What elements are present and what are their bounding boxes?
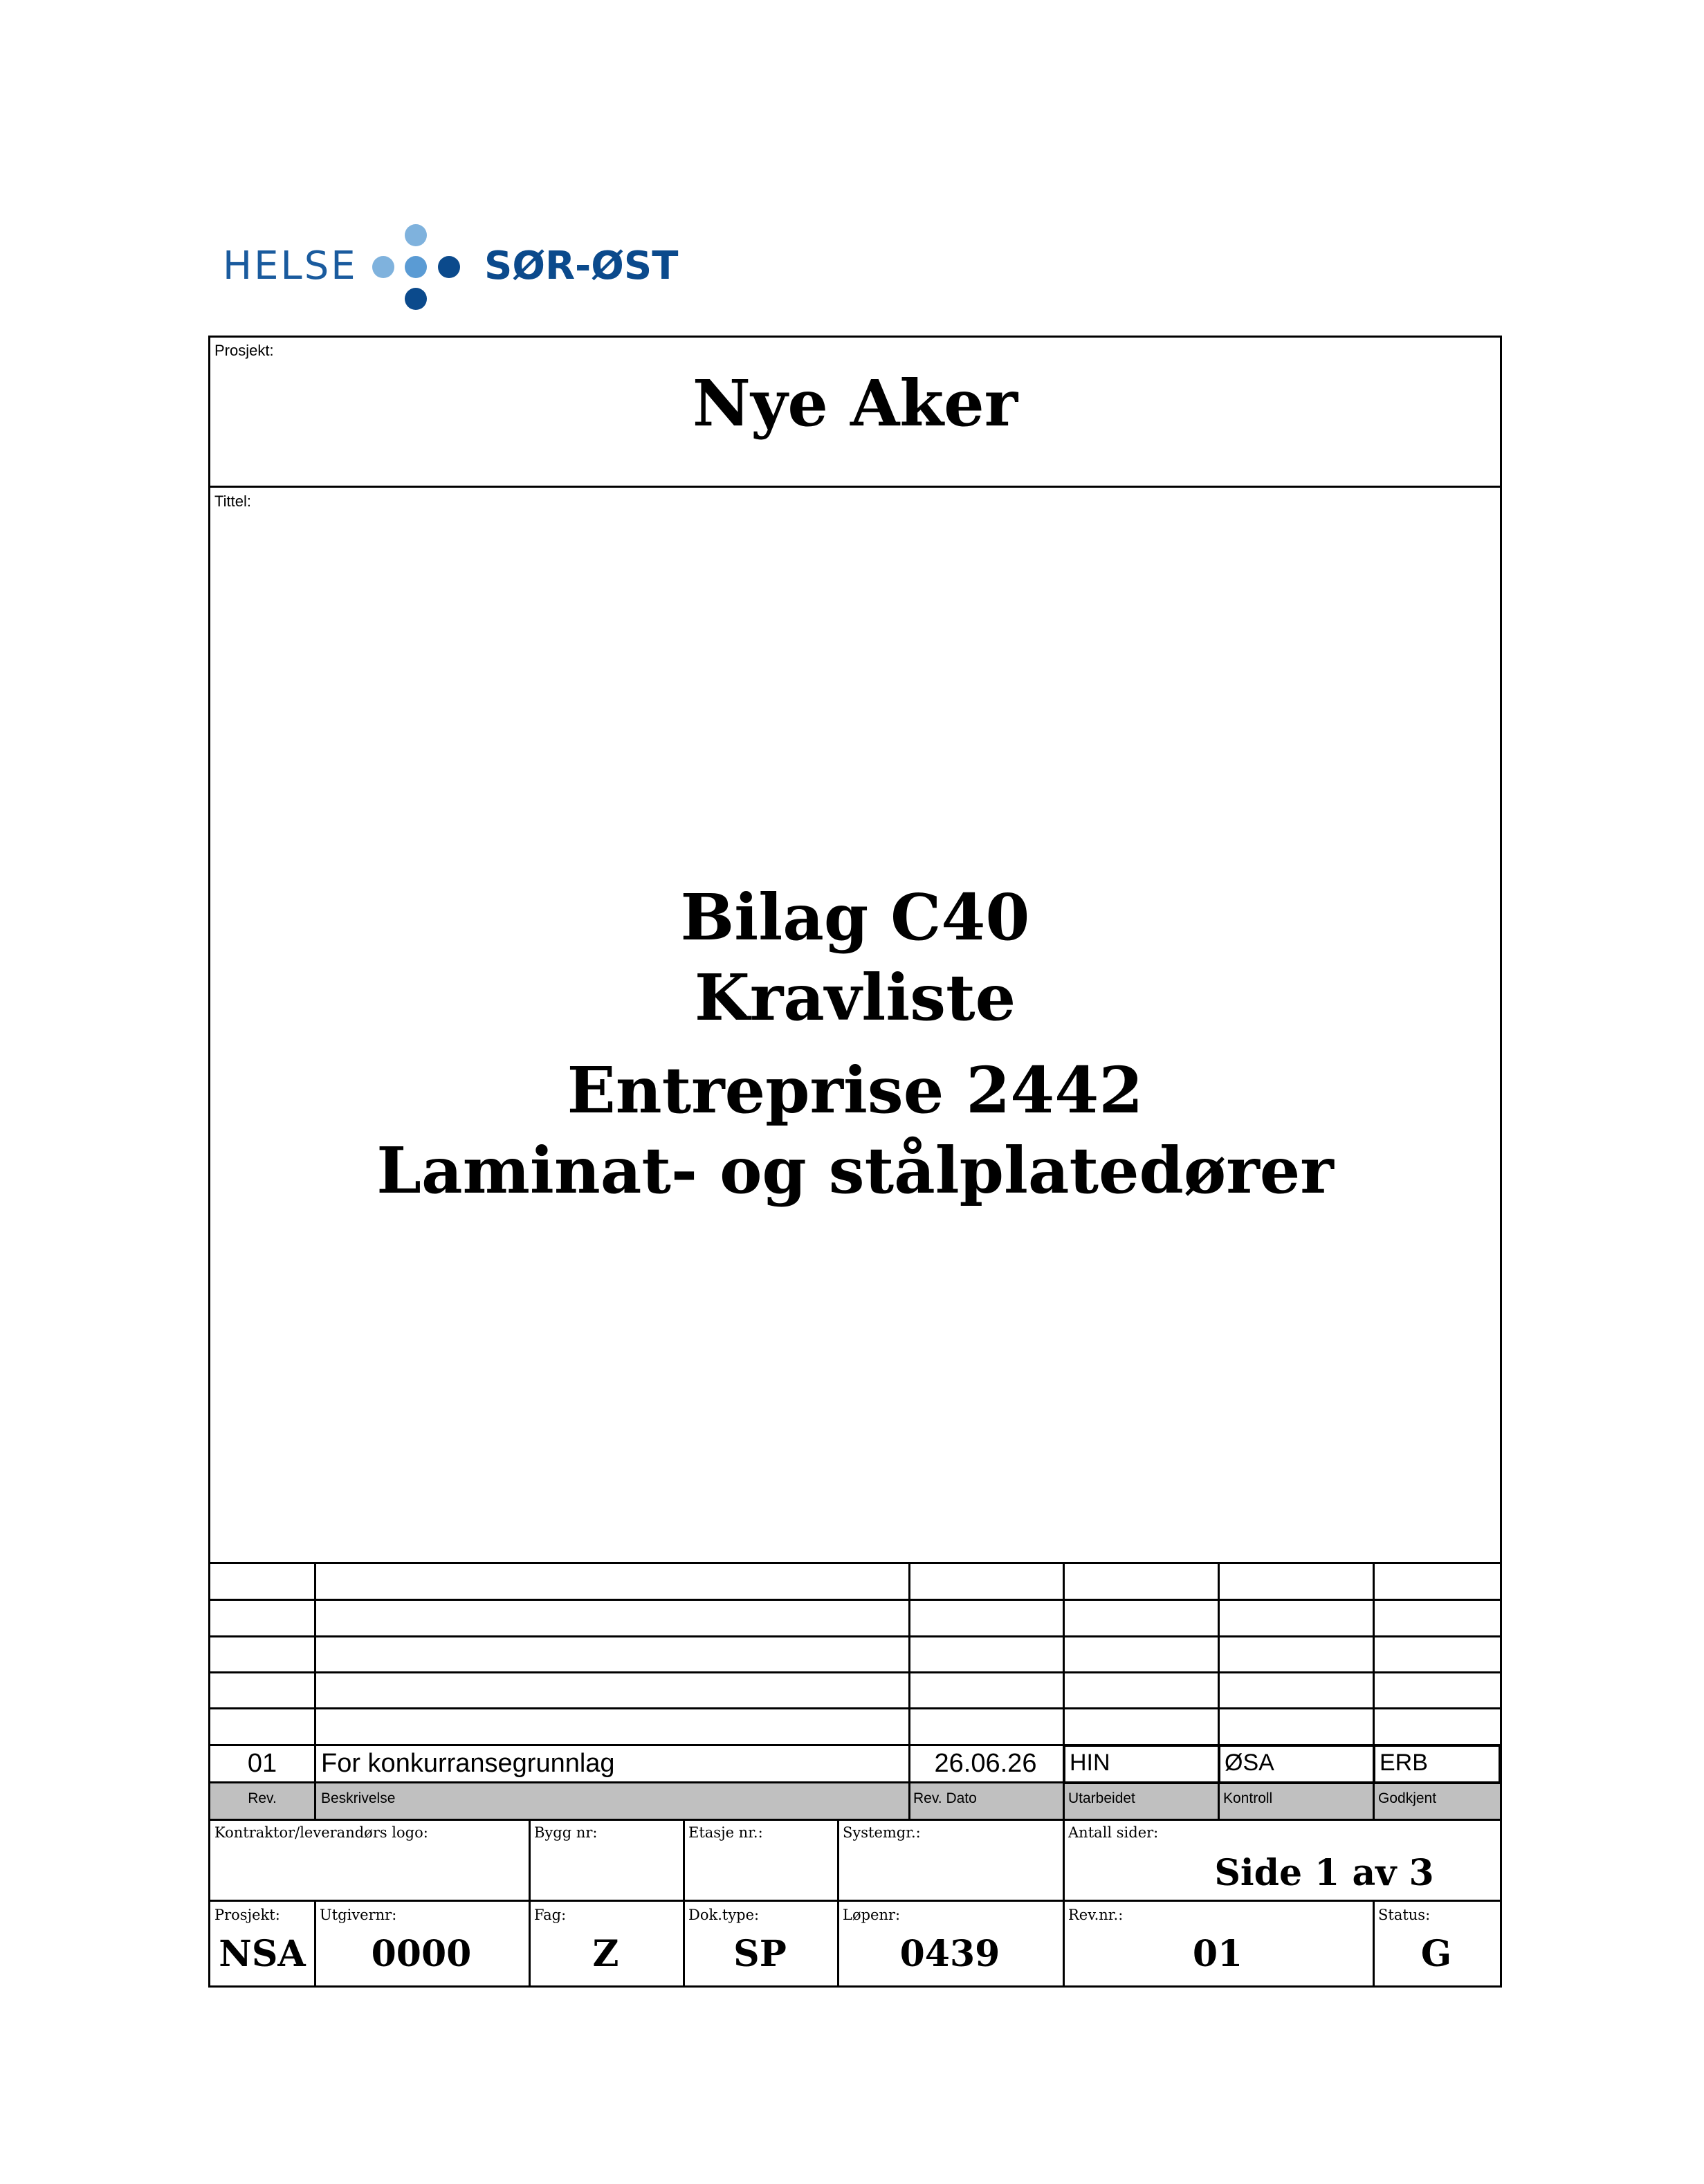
rev-table-line: [210, 1562, 1500, 1564]
info-col-line: [529, 1819, 531, 1902]
rev-header-checked: Kontroll: [1223, 1790, 1273, 1806]
title-line-1: Bilag C40: [680, 880, 1030, 955]
rev-header-prepared: Utarbeidet: [1068, 1790, 1135, 1806]
rev-table-line: [210, 1707, 1500, 1709]
logo-text-sor-ost: SØR-ØST: [484, 244, 679, 288]
page-count-value: Side 1 av 3: [1214, 1852, 1434, 1894]
logo-dot-right: [438, 256, 460, 278]
title-line-4: Laminat- og stålplatedører: [376, 1133, 1334, 1208]
info-col-line: [1063, 1819, 1065, 1902]
info-col-line: [837, 1819, 839, 1902]
logo-dot-center: [405, 256, 427, 278]
title-label: Tittel:: [214, 493, 251, 510]
info-row-line: [210, 1900, 1500, 1902]
rev-table-line: [210, 1635, 1500, 1637]
rev-number: 01: [247, 1749, 277, 1778]
logo-dot-bottom: [405, 288, 427, 310]
code-serial-label: Løpenr:: [843, 1907, 901, 1923]
code-discipline-value: Z: [592, 1933, 619, 1975]
title-sheet-frame: [208, 336, 1502, 1988]
code-doctype-label: Dok.type:: [688, 1907, 760, 1923]
project-name: Nye Aker: [692, 366, 1018, 441]
rev-header-date: Rev. Dato: [913, 1790, 977, 1806]
company-logo: [223, 221, 679, 315]
code-doctype-value: SP: [733, 1933, 787, 1975]
rev-table-line: [210, 1671, 1500, 1673]
rev-header-row: [210, 1783, 1500, 1819]
info-col-line: [683, 1819, 685, 1902]
logo-dot-top: [405, 224, 427, 246]
building-label: Bygg nr:: [534, 1824, 598, 1841]
code-issuer-label: Utgivernr:: [320, 1907, 397, 1923]
rev-header-rev: Rev.: [248, 1790, 277, 1806]
project-label: Prosjekt:: [214, 342, 274, 359]
code-status-label: Status:: [1378, 1907, 1431, 1923]
prepared-by: HIN: [1070, 1750, 1110, 1776]
code-revnr-label: Rev.nr.:: [1068, 1907, 1124, 1923]
divider-project: [210, 486, 1500, 488]
contractor-logo-label: Kontraktor/leverandørs logo:: [214, 1824, 428, 1841]
code-project-label: Prosjekt:: [214, 1907, 280, 1923]
logo-dot-left: [372, 256, 394, 278]
approved-by: ERB: [1380, 1750, 1428, 1776]
code-serial-value: 0439: [899, 1933, 1000, 1975]
rev-description: For konkurransegrunnlag: [321, 1749, 615, 1778]
floor-label: Etasje nr.:: [688, 1824, 763, 1841]
logo-text-helse: HELSE: [223, 244, 358, 288]
title-line-3: Entreprise 2442: [567, 1053, 1144, 1128]
code-status-value: G: [1420, 1933, 1452, 1975]
rev-col-line: [314, 1562, 316, 1819]
rev-table-line: [210, 1599, 1500, 1601]
document-title: [210, 877, 1500, 1211]
rev-header-description: Beskrivelse: [321, 1790, 396, 1806]
code-project-value: NSA: [219, 1933, 306, 1975]
page-count-label: Antall sider:: [1068, 1824, 1159, 1841]
code-discipline-label: Fag:: [534, 1907, 567, 1923]
title-line-2: Kravliste: [694, 960, 1016, 1035]
code-issuer-value: 0000: [371, 1933, 472, 1975]
checked-by: ØSA: [1225, 1750, 1274, 1776]
rev-header-approved: Godkjent: [1378, 1790, 1437, 1806]
rev-table-line: [210, 1819, 1500, 1821]
rev-date: 26.06.26: [934, 1749, 1037, 1778]
system-label: Systemgr.:: [843, 1824, 921, 1841]
code-revnr-value: 01: [1192, 1933, 1243, 1975]
